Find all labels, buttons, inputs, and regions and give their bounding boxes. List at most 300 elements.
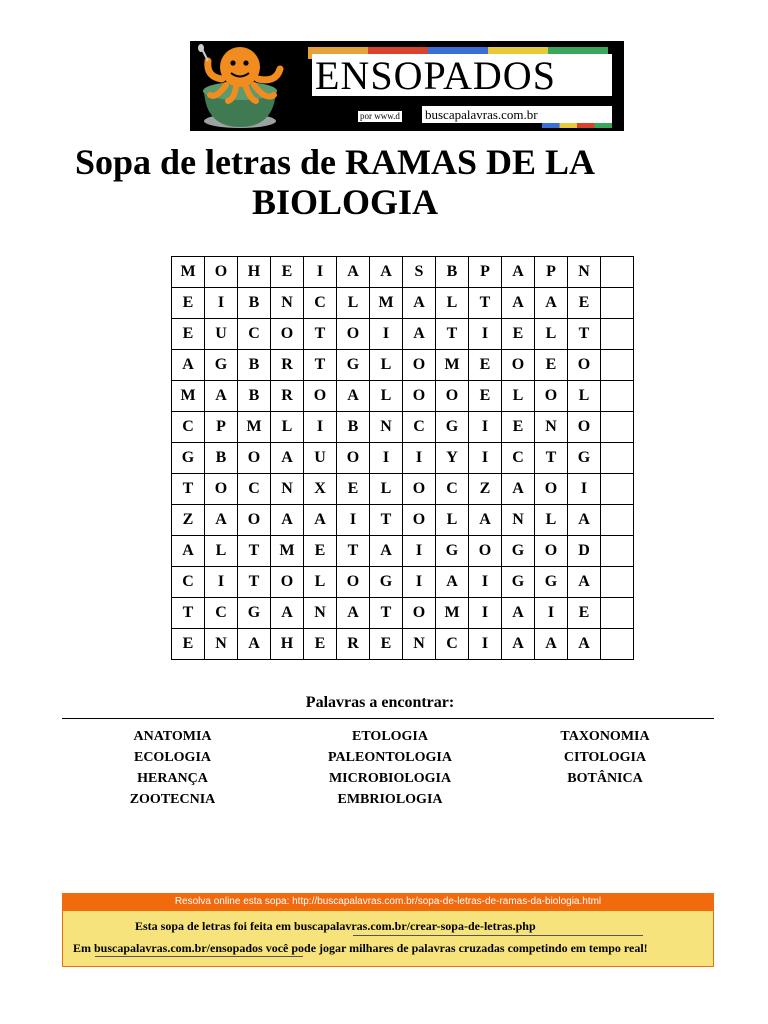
grid-letter: A [281, 511, 293, 528]
grid-letter: A [512, 604, 524, 621]
site-link[interactable]: buscapalavras.com.br [422, 106, 612, 123]
grid-letter: L [380, 387, 392, 404]
grid-cell [601, 567, 634, 598]
grid-cell [337, 443, 370, 474]
grid-row [172, 474, 634, 505]
grid-letter: A [380, 263, 392, 280]
grid-letter: S [414, 263, 424, 280]
grid-letter: B [248, 387, 260, 404]
grid-letter: I [382, 449, 390, 466]
grid-letter: G [247, 604, 261, 621]
grid-cell [535, 505, 568, 536]
grid-cell [403, 474, 436, 505]
grid-letter: R [281, 387, 293, 404]
grid-cell [238, 412, 271, 443]
grid-letter: T [182, 480, 194, 497]
words-divider [62, 718, 714, 719]
title-line-2: BIOLOGIA [251, 182, 439, 222]
grid-cell [304, 629, 337, 660]
grid-letter: I [415, 542, 423, 559]
grid-letter: I [316, 418, 324, 435]
word-list-column-1 [100, 726, 245, 810]
play-online-underline [95, 956, 303, 957]
grid-letter: M [180, 263, 196, 280]
grid-letter: O [247, 511, 261, 528]
grid-row [172, 319, 634, 350]
grid-cell [172, 536, 205, 567]
grid-letter: A [512, 480, 524, 497]
grid-cell [535, 350, 568, 381]
grid-cell [304, 443, 337, 474]
grid-cell [370, 381, 403, 412]
grid-letter: A [545, 294, 557, 311]
grid-letter: A [182, 356, 194, 373]
word-item: CITOLOGIA [563, 750, 647, 765]
grid-letter: G [544, 573, 558, 590]
grid-letter: X [314, 480, 326, 497]
grid-cell [337, 629, 370, 660]
grid-cell [502, 381, 535, 412]
grid-cell [469, 505, 502, 536]
grid-letter: O [511, 356, 525, 373]
grid-cell [238, 474, 271, 505]
grid-cell [172, 412, 205, 443]
grid-cell [502, 288, 535, 319]
grid-cell [601, 350, 634, 381]
grid-letter: I [349, 511, 357, 528]
grid-letter: O [412, 604, 426, 621]
grid-cell [370, 474, 403, 505]
play-online-text[interactable]: Em buscapalavras.com.br/ensopados você pode jogar milhares de palavras cruzadas competindo em tempo real! [73, 941, 648, 955]
grid-letter: N [413, 635, 425, 652]
grid-cell [337, 288, 370, 319]
grid-cell [502, 567, 535, 598]
grid-letter: A [347, 387, 359, 404]
word-search-grid [171, 256, 634, 660]
grid-letter: C [215, 604, 227, 621]
grid-letter: A [512, 263, 524, 280]
grid-cell [469, 350, 502, 381]
grid-cell [403, 257, 436, 288]
grid-letter: N [281, 294, 293, 311]
grid-cell [370, 412, 403, 443]
word-item: BOTÂNICA [567, 771, 643, 786]
grid-letter: A [380, 542, 392, 559]
online-link[interactable]: Resolva online esta sopa: http://buscapalavras.com.br/sopa-de-letras-de-ramas-da-biologia.html [62, 893, 714, 911]
word-item: ANATOMIA [133, 729, 212, 744]
grid-cell [568, 288, 601, 319]
grid-letter: E [578, 604, 590, 621]
grid-letter: M [246, 418, 262, 435]
grid-letter: E [512, 418, 524, 435]
grid-letter: G [379, 573, 393, 590]
grid-letter: H [280, 635, 294, 652]
grid-letter: A [215, 511, 227, 528]
grid-letter: N [314, 604, 326, 621]
grid-cell [337, 474, 370, 505]
grid-cell [271, 443, 304, 474]
grid-letter: N [512, 511, 524, 528]
grid-cell [601, 505, 634, 536]
grid-cell [535, 598, 568, 629]
por-text: por www.d [360, 111, 400, 121]
grid-letter: A [182, 542, 194, 559]
grid-cell [337, 381, 370, 412]
grid-cell [469, 288, 502, 319]
grid-letter: B [347, 418, 359, 435]
grid-letter: L [314, 573, 326, 590]
grid-cell [568, 536, 601, 567]
grid-letter: O [412, 480, 426, 497]
grid-cell [502, 257, 535, 288]
grid-cell [502, 474, 535, 505]
grid-cell [502, 629, 535, 660]
grid-letter: C [182, 573, 194, 590]
octopus-mascot-icon [196, 43, 308, 129]
grid-letter: O [346, 325, 360, 342]
grid-letter: E [182, 294, 194, 311]
made-with-underline [353, 935, 643, 936]
grid-letter: A [413, 325, 425, 342]
grid-letter: B [215, 449, 227, 466]
grid-letter: O [280, 325, 294, 342]
grid-cell [271, 350, 304, 381]
grid-letter: U [215, 325, 227, 342]
grid-cell [403, 505, 436, 536]
grid-cell [337, 598, 370, 629]
grid-cell [337, 567, 370, 598]
grid-letter: I [547, 604, 555, 621]
grid-letter: C [413, 418, 425, 435]
grid-letter: P [216, 418, 226, 435]
grid-cell [568, 629, 601, 660]
grid-cell [535, 443, 568, 474]
grid-cell [370, 567, 403, 598]
logo-text: ENSOPADOS [315, 53, 556, 98]
grid-cell [469, 319, 502, 350]
grid-cell [436, 443, 469, 474]
grid-cell [304, 319, 337, 350]
grid-letter: G [181, 449, 195, 466]
grid-letter: O [214, 263, 228, 280]
grid-cell [271, 412, 304, 443]
grid-cell [205, 443, 238, 474]
grid-cell [304, 257, 337, 288]
grid-letter: T [314, 325, 326, 342]
word-item: TAXONOMIA [560, 729, 650, 744]
grid-letter: I [481, 449, 489, 466]
grid-cell [172, 443, 205, 474]
grid-cell [304, 412, 337, 443]
grid-cell [403, 412, 436, 443]
grid-letter: T [578, 325, 590, 342]
grid-letter: O [346, 449, 360, 466]
word-item: EMBRIOLOGIA [337, 792, 443, 807]
grid-letter: L [380, 480, 392, 497]
grid-letter: T [380, 511, 392, 528]
grid-letter: O [577, 356, 591, 373]
grid-letter: C [446, 480, 458, 497]
grid-cell [238, 443, 271, 474]
grid-letter: T [248, 542, 260, 559]
grid-cell [469, 536, 502, 567]
grid-letter: I [481, 418, 489, 435]
grid-letter: I [481, 325, 489, 342]
grid-cell [403, 381, 436, 412]
grid-cell [172, 598, 205, 629]
grid-cell [568, 505, 601, 536]
grid-cell [535, 536, 568, 567]
grid-cell [403, 319, 436, 350]
grid-letter: M [180, 387, 196, 404]
word-item: PALEONTOLOGIA [328, 750, 452, 765]
grid-letter: E [479, 387, 491, 404]
grid-cell [238, 598, 271, 629]
grid-row [172, 412, 634, 443]
grid-cell [568, 257, 601, 288]
grid-cell [271, 474, 304, 505]
word-list-column-2 [310, 726, 470, 810]
grid-cell [304, 381, 337, 412]
grid-cell [238, 288, 271, 319]
grid-cell [205, 288, 238, 319]
grid-row [172, 381, 634, 412]
word-item: HERANÇA [137, 771, 208, 786]
grid-letter: I [481, 573, 489, 590]
grid-letter: A [347, 263, 359, 280]
grid-letter: T [545, 449, 557, 466]
grid-cell [568, 443, 601, 474]
grid-cell [502, 412, 535, 443]
grid-cell [370, 598, 403, 629]
grid-letter: O [577, 418, 591, 435]
grid-letter: A [578, 573, 590, 590]
grid-letter: N [380, 418, 392, 435]
grid-letter: H [247, 263, 261, 280]
word-item: ECOLOGIA [133, 750, 211, 765]
grid-cell [436, 505, 469, 536]
grid-letter: E [314, 635, 326, 652]
grid-cell [271, 536, 304, 567]
grid-cell [370, 288, 403, 319]
grid-cell [601, 257, 634, 288]
grid-cell [238, 567, 271, 598]
grid-letter: E [182, 325, 194, 342]
grid-cell [238, 629, 271, 660]
grid-cell [469, 598, 502, 629]
grid-cell [568, 567, 601, 598]
grid-cell [535, 381, 568, 412]
grid-letter: L [215, 542, 227, 559]
grid-cell [238, 350, 271, 381]
grid-letter: T [182, 604, 194, 621]
grid-cell [568, 381, 601, 412]
grid-letter: I [382, 325, 390, 342]
grid-cell [436, 567, 469, 598]
grid-letter: A [281, 604, 293, 621]
grid-row [172, 257, 634, 288]
grid-letter: O [214, 480, 228, 497]
grid-cell [469, 567, 502, 598]
grid-cell [238, 319, 271, 350]
grid-cell [172, 319, 205, 350]
grid-cell [172, 474, 205, 505]
grid-cell [535, 319, 568, 350]
grid-cell [304, 505, 337, 536]
grid-letter: E [380, 635, 392, 652]
grid-letter: A [512, 635, 524, 652]
grid-cell [172, 567, 205, 598]
grid-cell [403, 350, 436, 381]
grid-cell [205, 257, 238, 288]
grid-letter: L [446, 511, 458, 528]
grid-cell [535, 629, 568, 660]
grid-cell [205, 505, 238, 536]
grid-letter: O [313, 387, 327, 404]
grid-cell [205, 598, 238, 629]
grid-letter: C [512, 449, 524, 466]
grid-cell [337, 536, 370, 567]
grid-cell [535, 288, 568, 319]
title-line-1: Sopa de letras de RAMAS DE LA [75, 142, 596, 182]
grid-cell [403, 629, 436, 660]
grid-letter: O [412, 511, 426, 528]
grid-letter: A [413, 294, 425, 311]
grid-cell [337, 412, 370, 443]
grid-letter: N [545, 418, 557, 435]
grid-letter: A [479, 511, 491, 528]
grid-cell [370, 319, 403, 350]
word-item: ZOOTECNIA [129, 792, 216, 807]
word-list-column-3 [530, 726, 680, 789]
grid-row [172, 567, 634, 598]
grid-letter: C [446, 635, 458, 652]
grid-letter: G [214, 356, 228, 373]
grid-cell [370, 629, 403, 660]
grid-letter: L [281, 418, 293, 435]
grid-letter: C [314, 294, 326, 311]
grid-letter: T [380, 604, 392, 621]
grid-letter: T [479, 294, 491, 311]
grid-cell [436, 412, 469, 443]
grid-cell [337, 257, 370, 288]
banner-stripes [542, 123, 612, 128]
grid-cell [304, 350, 337, 381]
grid-cell [568, 598, 601, 629]
grid-letter: I [217, 294, 225, 311]
grid-cell [403, 536, 436, 567]
grid-cell [238, 257, 271, 288]
grid-cell [271, 567, 304, 598]
grid-cell [601, 598, 634, 629]
grid-letter: A [281, 449, 293, 466]
grid-cell [601, 443, 634, 474]
grid-cell [172, 350, 205, 381]
grid-letter: O [544, 480, 558, 497]
grid-letter: M [378, 294, 394, 311]
grid-cell [205, 474, 238, 505]
grid-letter: O [412, 356, 426, 373]
grid-letter: M [444, 604, 460, 621]
grid-letter: G [511, 542, 525, 559]
grid-letter: T [446, 325, 458, 342]
grid-letter: A [578, 511, 590, 528]
grid-row [172, 505, 634, 536]
grid-cell [205, 319, 238, 350]
grid-cell [502, 319, 535, 350]
grid-cell [403, 288, 436, 319]
grid-cell [601, 319, 634, 350]
grid-row [172, 629, 634, 660]
grid-letter: R [347, 635, 359, 652]
grid-cell [337, 505, 370, 536]
grid-letter: A [545, 635, 557, 652]
grid-letter: G [346, 356, 360, 373]
made-with-text[interactable]: Esta sopa de letras foi feita em buscapalavras.com.br/crear-sopa-de-letras.php [135, 919, 536, 933]
grid-cell [436, 536, 469, 567]
grid-cell [370, 536, 403, 567]
grid-letter: P [546, 263, 556, 280]
grid-letter: O [544, 387, 558, 404]
grid-cell [304, 288, 337, 319]
grid-letter: M [444, 356, 460, 373]
grid-letter: A [215, 387, 227, 404]
grid-cell [172, 288, 205, 319]
grid-cell [568, 350, 601, 381]
ensopados-banner[interactable] [190, 41, 624, 131]
grid-letter: Y [446, 449, 458, 466]
grid-cell [469, 474, 502, 505]
grid-letter: C [182, 418, 194, 435]
grid-letter: T [347, 542, 359, 559]
grid-letter: E [182, 635, 194, 652]
grid-cell [304, 598, 337, 629]
grid-cell [271, 288, 304, 319]
grid-letter: I [580, 480, 588, 497]
grid-cell [436, 474, 469, 505]
grid-letter: N [578, 263, 590, 280]
grid-cell [337, 319, 370, 350]
grid-cell [469, 381, 502, 412]
grid-row [172, 350, 634, 381]
grid-cell [601, 536, 634, 567]
grid-cell [502, 598, 535, 629]
grid-letter: N [215, 635, 227, 652]
grid-cell [502, 443, 535, 474]
grid-cell [271, 257, 304, 288]
grid-cell [271, 598, 304, 629]
grid-letter: G [577, 449, 591, 466]
grid-cell [205, 412, 238, 443]
grid-letter: E [281, 263, 293, 280]
grid-letter: E [314, 542, 326, 559]
grid-letter: I [316, 263, 324, 280]
grid-letter: O [445, 387, 459, 404]
grid-letter: L [380, 356, 392, 373]
grid-letter: L [578, 387, 590, 404]
grid-letter: E [512, 325, 524, 342]
grid-cell [502, 536, 535, 567]
grid-letter: M [279, 542, 295, 559]
grid-row [172, 443, 634, 474]
grid-cell [535, 257, 568, 288]
grid-cell [172, 381, 205, 412]
grid-cell [403, 567, 436, 598]
grid-letter: A [446, 573, 458, 590]
grid-letter: O [346, 573, 360, 590]
grid-cell [238, 536, 271, 567]
grid-cell [502, 505, 535, 536]
